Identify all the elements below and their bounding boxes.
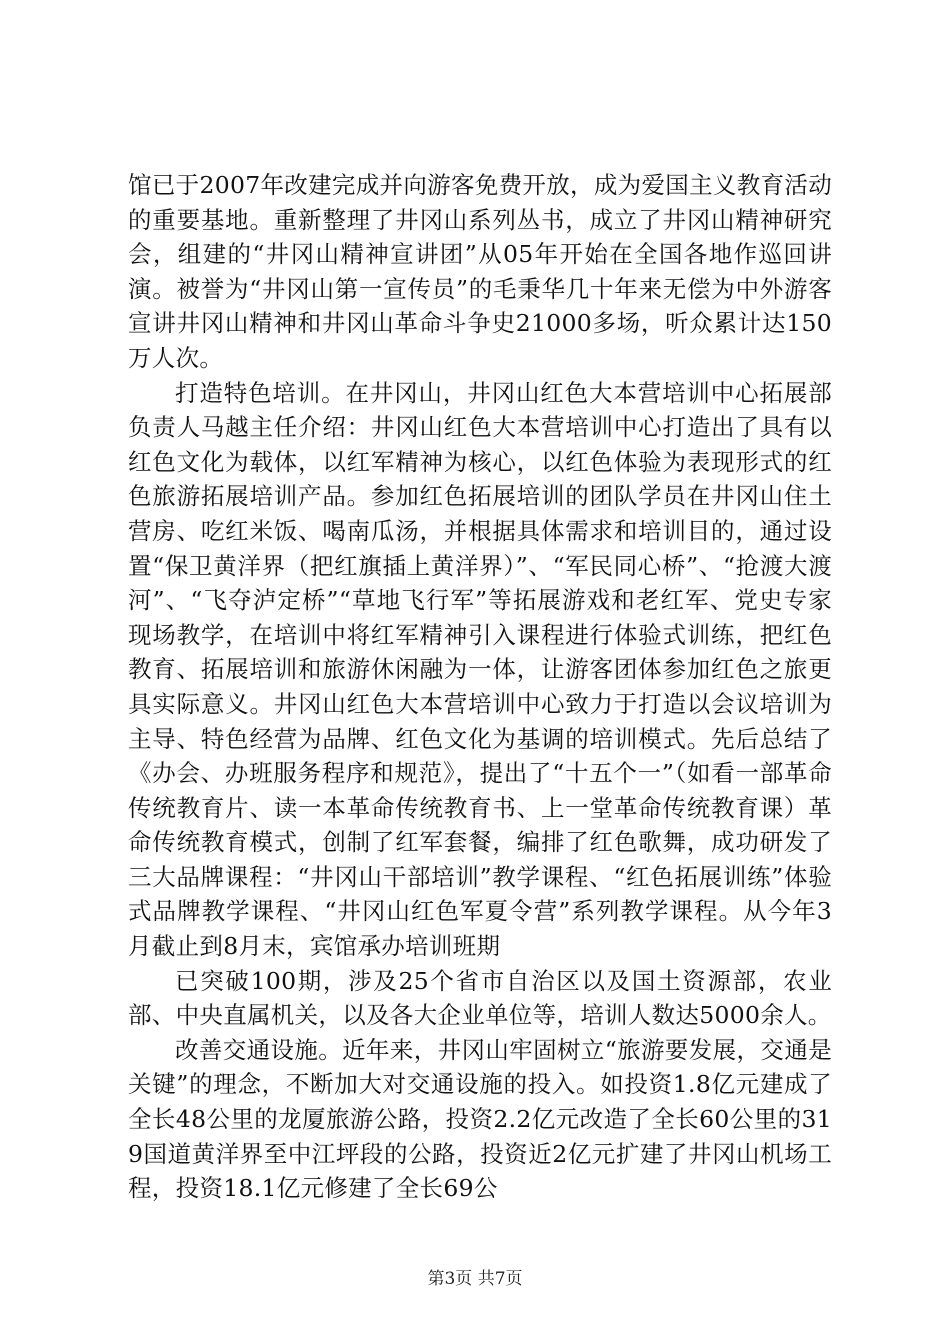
paragraph-museum-continuation: 馆已于2007年改建完成并向游客免费开放，成为爱国主义教育活动的重要基地。重新整理了井冈山系列丛书，成立了井冈山精神研究会，组建的“井冈山精神宣讲团”从05年开始在全国各地作巡回讲演。被誉为“井冈山第一宣传员”的毛秉华几十年来无偿为中外游客宣讲井冈山精神和井冈山革命斗争史21000多场，听众累计达150万人次。 <box>128 171 832 372</box>
page-number-footer: 第3页 共7页 <box>427 1269 523 1289</box>
document-body <box>128 168 832 1206</box>
paragraph-training-statistics: 已突破100期，涉及25个省市自治区以及国土资源部，农业部、中央直属机关，以及各大企业单位等，培训人数达5000余人。 <box>128 966 832 1030</box>
paragraph-transport-improvement: 改善交通设施。近年来，井冈山牢固树立“旅游要发展，交通是关键”的理念，不断加大对交通设施的投入。如投资1.8亿元建成了全长48公里的龙厦旅游公路，投资2.2亿元改造了全长60公里的319国道黄洋界至中江坪段的公路，投资近2亿元扩建了井冈山机场工程，投资18.1亿元修建了全长69公 <box>128 1035 832 1203</box>
paragraph-featured-training: 打造特色培训。在井冈山，井冈山红色大本营培训中心拓展部负责人马越主任介绍：井冈山红色大本营培训中心打造出了具有以红色文化为载体，以红军精神为核心，以红色体验为表现形式的红色旅游拓展培训产品。参加红色拓展培训的团队学员在井冈山住土营房、吃红米饭、喝南瓜汤，并根据具体需求和培训目的，通过设置“保卫黄洋界（把红旗插上黄洋界）”、“军民同心桥”、“抢渡大渡河”、“飞夺泸定桥”“草地飞行军”等拓展游戏和老红军、党史专家现场教学，在培训中将红军精神引入课程进行体验式训练，把红色教育、拓展培训和旅游休闲融为一体，让游客团体参加红色之旅更具实际意义。井冈山红色大本营培训中心致力于打造以会议培训为主导、特色经营为品牌、红色文化为基调的培训模式。先后总结了《办会、办班服务程序和规范》，提出了“十五个一”（如看一部革命传统教育片、读一本革命传统教育书、上一堂革命传统教育课）革命传统教育模式，创制了红军套餐，编排了红色歌舞，成功研发了三大品牌课程：“井冈山干部培训”教学课程、“红色拓展训练”体验式品牌教学课程、“井冈山红色军夏令营”系列教学课程。从今年3月截止到8月末，宾馆承办培训班期 <box>128 378 832 961</box>
